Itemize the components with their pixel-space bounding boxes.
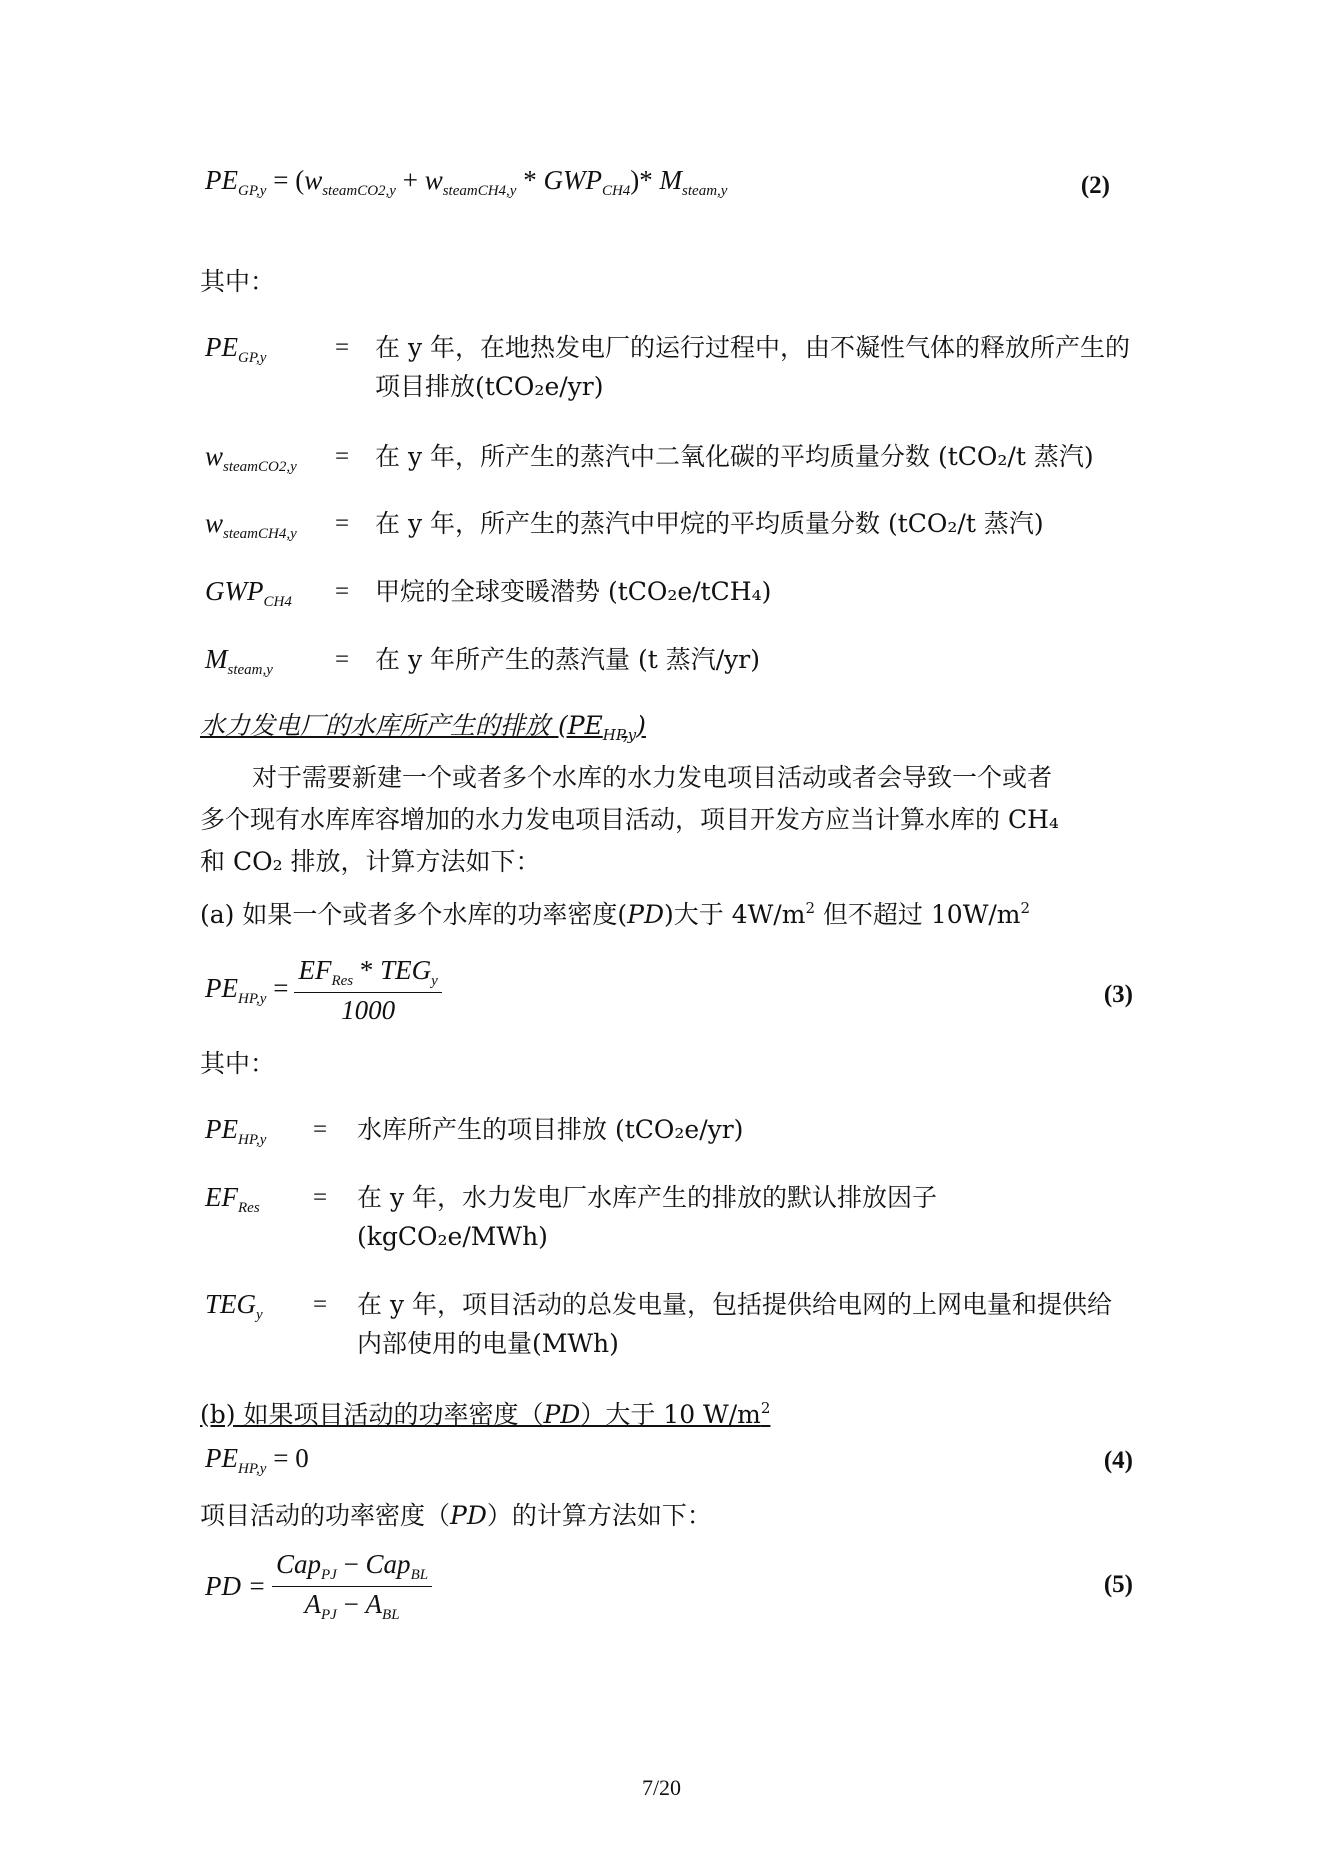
definition-gwp [205, 572, 1135, 612]
eq2-lhs-sub: GP,y [238, 183, 267, 199]
equals-sign: = [335, 578, 350, 605]
definition-m-steam [205, 640, 1135, 680]
definition-text: 甲烷的全球变暖潜势 (tCO₂e/tCH₄) [375, 577, 772, 606]
definition-symbol: $PE_{GP,y}$ [205, 332, 267, 366]
equation-2-number: (2) [1080, 172, 1110, 199]
eq2-op: = ( [266, 165, 305, 195]
definition-text: 在 y 年，所产生的蒸汽中二氧化碳的平均质量分数 (tCO₂/t 蒸汽) [375, 442, 1094, 471]
eq2-t2: w [424, 165, 443, 195]
definition-pe-gp [205, 328, 1135, 406]
eq2-mult: * [516, 165, 544, 195]
equals-sign: = [335, 443, 350, 470]
case-a-text: (a) 如果一个或者多个水库的功率密度(PD)大于 $4W/m^2$ 但不超过 $10W/m^2$ [200, 899, 1031, 929]
definition-symbol: $GWP_{CH4}$ [205, 576, 292, 610]
definition-w-ch4 [205, 504, 1135, 544]
where-label-2: 其中： [200, 1049, 276, 1078]
hydro-paragraph-line-1: 对于需要新建一个或者多个水库的水力发电项目活动或者会导致一个或者 [252, 763, 1053, 792]
eq2-t3-sub: CH4 [601, 183, 631, 199]
definition-symbol: $w_{steamCO2,y}$ [205, 441, 297, 475]
eq2-t4: M [659, 165, 683, 195]
eq2-t1: w [304, 165, 323, 195]
equals-sign: = [335, 646, 350, 673]
eq2-close: )* [630, 165, 660, 195]
pd-intro-text: 项目活动的功率密度（PD）的计算方法如下： [200, 1501, 712, 1530]
definition-symbol: $M_{steam,y}$ [205, 644, 273, 678]
equation-3-number: (3) [1103, 981, 1133, 1008]
where-label-1: 其中： [200, 267, 276, 296]
equation-2 [205, 165, 727, 200]
definition-symbol: $TEG_y$ [205, 1289, 263, 1323]
equation-5-number: (5) [1103, 1571, 1133, 1598]
equation-3: $PE_{HP,y}$ = $\frac{EF_{Res} * TEG_y}{1000}$ [205, 955, 442, 1026]
definition-text: 水库所产生的项目排放 (tCO₂e/yr) [357, 1115, 744, 1144]
definition-ef-res [205, 1178, 1135, 1256]
eq3-fraction: $\frac{EF_{Res} * TEG_y}{1000}$ [294, 955, 441, 1026]
definition-text: 在 y 年所产生的蒸汽量 (t 蒸汽/yr) [375, 645, 760, 674]
equals-sign: = [335, 510, 350, 537]
eq2-t4-sub: steam,y [682, 183, 728, 199]
eq2-t3: GWP [543, 165, 602, 195]
equals-sign: = [313, 1291, 328, 1318]
equation-4-number: (4) [1103, 1447, 1133, 1474]
definition-text: 在 y 年，水力发电厂水库产生的排放的默认排放因子 (kgCO₂e/MWh) [357, 1183, 938, 1251]
definition-w-co2 [205, 437, 1135, 477]
equation-4: $PE_{HP,y} = 0$ [205, 1443, 309, 1477]
hydro-paragraph-line-2: 多个现有水库库容增加的水力发电项目活动，项目开发方应当计算水库的 CH₄ [200, 805, 1059, 834]
eq2-t1-sub: steamCO2,y [322, 183, 396, 199]
eq2-plus: + [395, 165, 425, 195]
definition-pe-hp [205, 1110, 1135, 1150]
hydro-heading: 水力发电厂的水库所产生的排放 $(PE_{HP,y})$ [200, 711, 646, 744]
definition-text: 在 y 年，项目活动的总发电量，包括提供给电网的上网电量和提供给内部使用的电量(MWh) [357, 1290, 1113, 1358]
equals-sign: = [335, 334, 350, 361]
page-number: 7/20 [641, 1775, 682, 1800]
equals-sign: = [313, 1116, 328, 1143]
definition-teg [205, 1285, 1135, 1363]
definition-symbol: $w_{steamCH4,y}$ [205, 508, 297, 542]
eq2-t2-sub: steamCH4,y [442, 183, 517, 199]
equation-5: PD = $\frac{Cap_{PJ} - Cap_{BL}}{A_{PJ} - A_{BL}}$ [205, 1549, 432, 1624]
case-b-text: (b) 如果项目活动的功率密度（PD）大于 10 $W/m^2$ [200, 1399, 771, 1429]
equals-sign: = [313, 1184, 328, 1211]
definition-text: 在 y 年，在地热发电厂的运行过程中，由不凝性气体的释放所产生的项目排放(tCO₂e/yr) [375, 333, 1131, 401]
hydro-paragraph-line-3: 和 CO₂ 排放，计算方法如下： [200, 847, 541, 876]
definition-symbol: $PE_{HP,y}$ [205, 1114, 267, 1148]
definition-symbol: $EF_{Res}$ [205, 1182, 260, 1216]
definition-text: 在 y 年，所产生的蒸汽中甲烷的平均质量分数 (tCO₂/t 蒸汽) [375, 509, 1044, 538]
eq2-lhs: PE [205, 165, 238, 195]
eq5-fraction: $\frac{Cap_{PJ} - Cap_{BL}}{A_{PJ} - A_{BL}}$ [272, 1549, 432, 1624]
